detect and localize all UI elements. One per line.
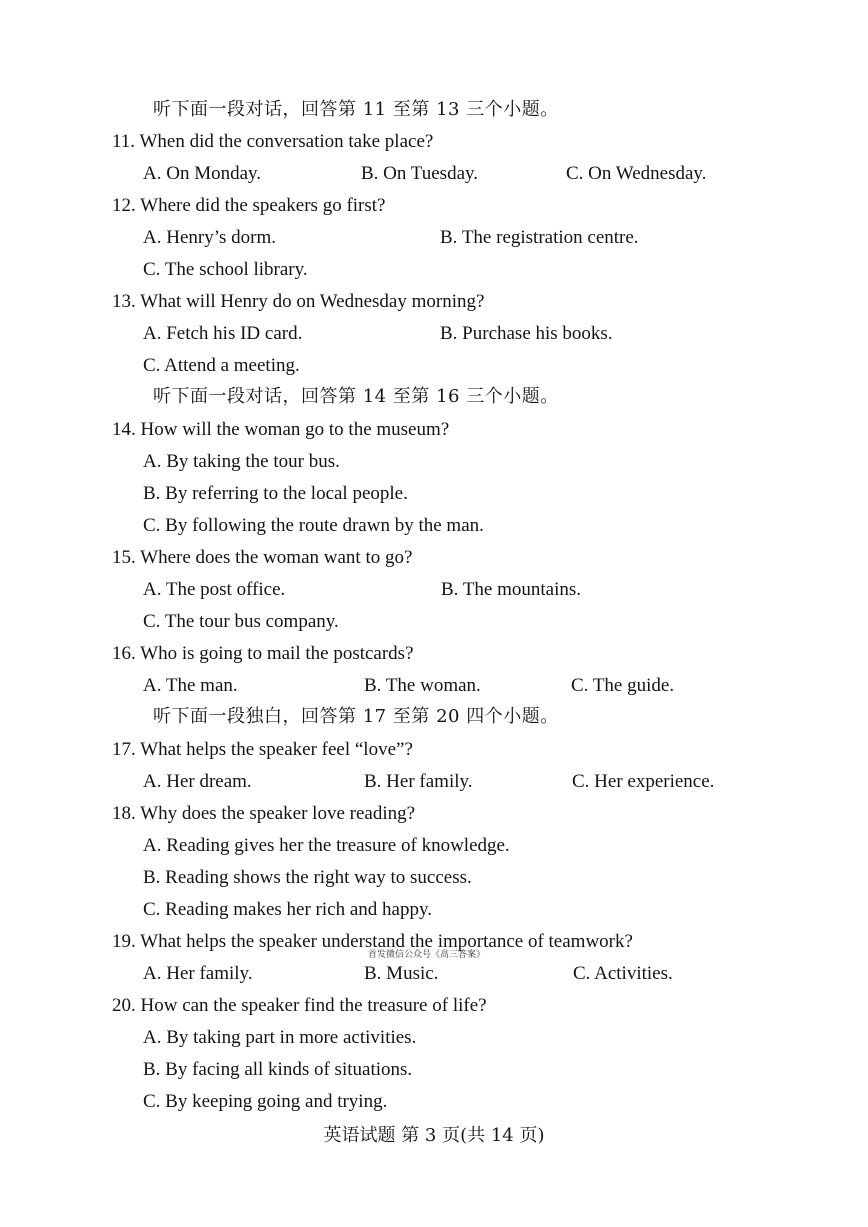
option-b: B. The registration centre.	[440, 227, 639, 248]
question-text: How can the speaker find the treasure of life?	[140, 995, 487, 1016]
option-a: A. By taking part in more activities.	[143, 1027, 417, 1048]
question-14	[112, 418, 449, 442]
watermark-text: 首发微信公众号《高三答案》	[368, 950, 486, 960]
section-instruction: 听下面一段对话，回答第 14 至第 16 三个小题。	[153, 386, 559, 407]
question-number: 20.	[112, 995, 136, 1016]
question-number: 12.	[112, 195, 136, 216]
option-b: B. The mountains.	[441, 579, 582, 600]
question-number: 14.	[112, 419, 136, 440]
section-instruction: 听下面一段独白，回答第 17 至第 20 四个小题。	[153, 706, 559, 727]
question-text: Why does the speaker love reading?	[140, 803, 416, 824]
option-c: C. On Wednesday.	[566, 163, 707, 184]
option-c: C. By following the route drawn by the man.	[143, 515, 484, 536]
option-c: C. Activities.	[573, 963, 673, 984]
question-text: Who is going to mail the postcards?	[140, 643, 414, 664]
option-c: C. The tour bus company.	[143, 611, 339, 632]
question-12	[112, 194, 386, 218]
option-b: B. Music.	[364, 963, 439, 984]
question-15	[112, 546, 412, 570]
question-11	[112, 130, 433, 154]
option-b: B. The woman.	[364, 675, 481, 696]
question-number: 19.	[112, 931, 136, 952]
option-a: A. The man.	[143, 675, 238, 696]
question-text: What helps the speaker feel “love”?	[140, 739, 413, 760]
question-text: What helps the speaker understand the importance of teamwork?	[140, 931, 633, 952]
option-b: B. By facing all kinds of situations.	[143, 1059, 413, 1080]
option-c: C. By keeping going and trying.	[143, 1091, 388, 1112]
question-number: 11.	[112, 131, 136, 152]
page-footer: 英语试题 第 3 页(共 14 页)	[323, 1125, 545, 1146]
option-a: A. Her dream.	[143, 771, 252, 792]
option-a: A. The post office.	[143, 579, 286, 600]
question-text: Where did the speakers go first?	[140, 195, 386, 216]
question-text: Where does the woman want to go?	[140, 547, 413, 568]
option-c: C. Her experience.	[572, 771, 715, 792]
section-instruction: 听下面一段对话，回答第 11 至第 13 三个小题。	[153, 99, 559, 120]
option-c: C. The guide.	[571, 675, 675, 696]
option-c: C. Reading makes her rich and happy.	[143, 899, 432, 920]
question-17	[112, 738, 413, 762]
option-a: A. By taking the tour bus.	[143, 451, 340, 472]
option-a: A. Fetch his ID card.	[143, 323, 303, 344]
option-b: B. On Tuesday.	[361, 163, 479, 184]
option-c: C. Attend a meeting.	[143, 355, 300, 376]
question-13	[112, 290, 484, 314]
option-b: B. Reading shows the right way to success.	[143, 867, 472, 888]
question-number: 15.	[112, 547, 136, 568]
question-number: 13.	[112, 291, 136, 312]
option-a: A. Reading gives her the treasure of knowledge.	[143, 835, 510, 856]
option-c: C. The school library.	[143, 259, 308, 280]
question-number: 16.	[112, 643, 136, 664]
question-text: When did the conversation take place?	[139, 131, 434, 152]
option-a: A. Henry’s dorm.	[143, 227, 276, 248]
option-b: B. Her family.	[364, 771, 473, 792]
option-a: A. Her family.	[143, 963, 253, 984]
question-text: How will the woman go to the museum?	[140, 419, 450, 440]
question-16	[112, 642, 414, 666]
option-b: B. By referring to the local people.	[143, 483, 408, 504]
option-a: A. On Monday.	[143, 163, 262, 184]
question-20	[112, 994, 487, 1018]
question-number: 17.	[112, 739, 136, 760]
question-18	[112, 802, 415, 826]
option-b: B. Purchase his books.	[440, 323, 613, 344]
question-number: 18.	[112, 803, 136, 824]
question-text: What will Henry do on Wednesday morning?	[140, 291, 485, 312]
